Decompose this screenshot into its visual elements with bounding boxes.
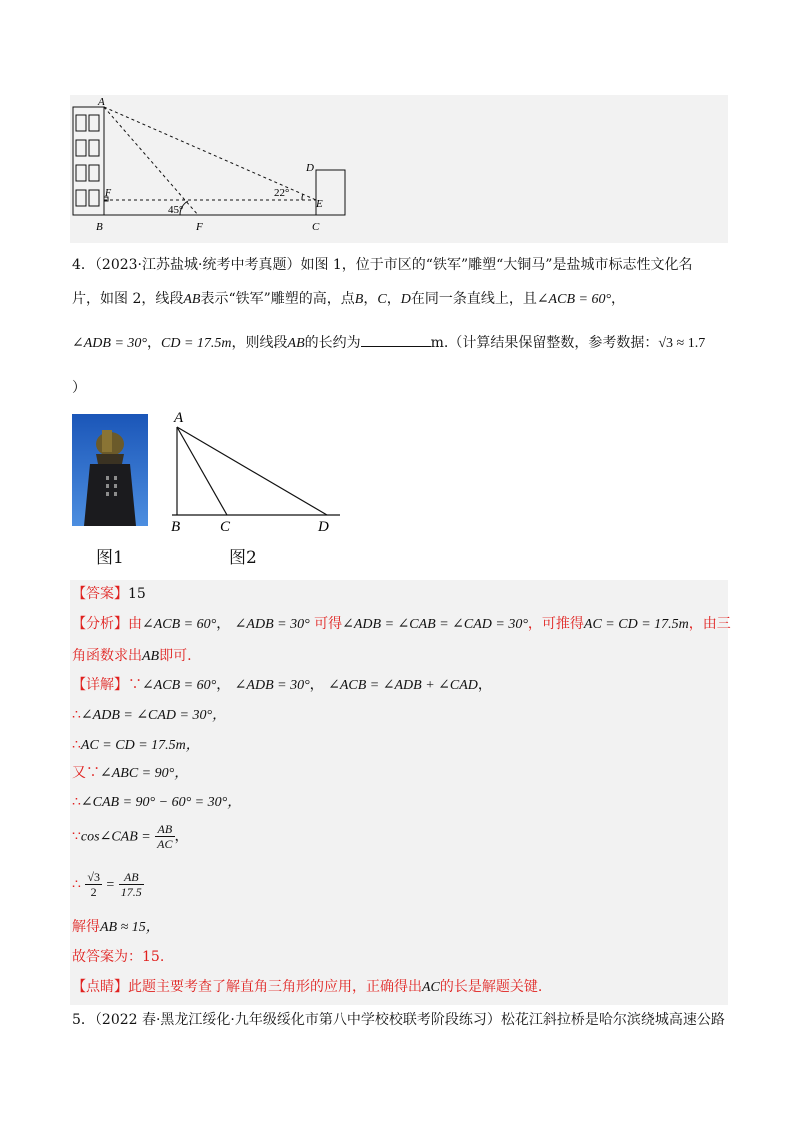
detail-line-9: 故答案为：15. [72,949,165,965]
answer-blank [361,332,431,347]
q4-line-3: ∠ADB = 30°，CD = 17.5m，则线段AB的长约为 m.（计算结果保留整数，参考数据：√3 ≈ 1.7 [72,332,705,354]
q4-line-4: ） [72,380,86,396]
angle-22: 22° [274,187,290,199]
fig2-label-a: A [174,410,184,426]
answer-line: 【答案】15 [72,586,146,602]
label-f-prime: F [105,188,112,199]
comment-tag: 【点睛】 [72,979,128,995]
label-a: A [98,96,105,108]
fig2-label-d: D [318,519,329,535]
detail-tag: 【详解】 [72,677,128,693]
answer-tag: 【答案】 [72,586,128,602]
label-e: E [316,198,323,210]
detail-line-3: ∴AC = CD = 17.5m， [72,737,200,753]
figure-2-caption: 图2 [229,548,257,568]
detail-line-5: ∴∠CAB = 90° − 60° = 30°， [72,794,242,810]
detail-line-8: 解得AB ≈ 15， [72,919,160,935]
q5-line-1: 5．（2022 春·黑龙江绥化·九年级绥化市第八中学校校联考阶段练习）松花江斜拉桥是哈尔滨绕城高速公路 [72,1012,725,1028]
comment-line: 【点睛】此题主要考查了解直角三角形的应用，正确得出AC的长是解题关键. [72,979,543,995]
fig2-label-b: B [171,519,181,535]
fig2-label-c: C [220,519,231,535]
analysis-line-1: 【分析】由∠ACB = 60°， ∠ADB = 30° 可得∠ADB = ∠CAB = ∠CAD = 30°，可推得AC = CD = 17.5m，由三 [72,616,731,632]
q4-line-1: 4．（2023·江苏盐城·统考中考真题）如图 1，位于市区的“铁军”雕塑“大铜马”是盐城市标志性文化名 [72,257,693,273]
detail-line-7: ∴ $\frac{√3}{2}$ = $\frac{AB}{17.5}$ [72,870,142,899]
detail-line-2: ∴∠ADB = ∠CAD = 30°， [72,707,227,723]
angle-45: 45° [168,204,184,216]
detail-line-6: ∵cos∠CAB = $\frac{AB}{AC}$ ， [72,822,189,851]
fraction-ab-ac: $\frac{AB}{AC}$ [157,822,173,851]
detail-line-4: 又∵∠ABC = 90°， [72,765,189,781]
detail-line-1: 【详解】∵∠ACB = 60°， ∠ADB = 30°， ∠ACB = ∠ADB + ∠CAD， [72,677,492,693]
q4-line-2: 片，如图 2，线段AB表示“铁军”雕塑的高，点B，C，D在同一条直线上，且∠ACB = 60°， [72,291,626,307]
figure-2-diagram [160,405,350,535]
figure-1-diagram [70,95,370,240]
label-d: D [306,162,314,174]
fraction-sqrt3-2: $\frac{√3}{2}$ [87,870,100,899]
fraction-ab-17-5: $\frac{AB}{17.5}$ [120,870,142,899]
label-f: F [196,221,203,233]
analysis-line-2: 角函数求出AB即可. [72,648,192,664]
analysis-tag: 【分析】 [72,616,128,632]
label-c: C [312,221,320,233]
label-b: B [96,221,103,233]
statue-photo [72,414,148,526]
figure-1-caption: 图1 [96,548,124,568]
